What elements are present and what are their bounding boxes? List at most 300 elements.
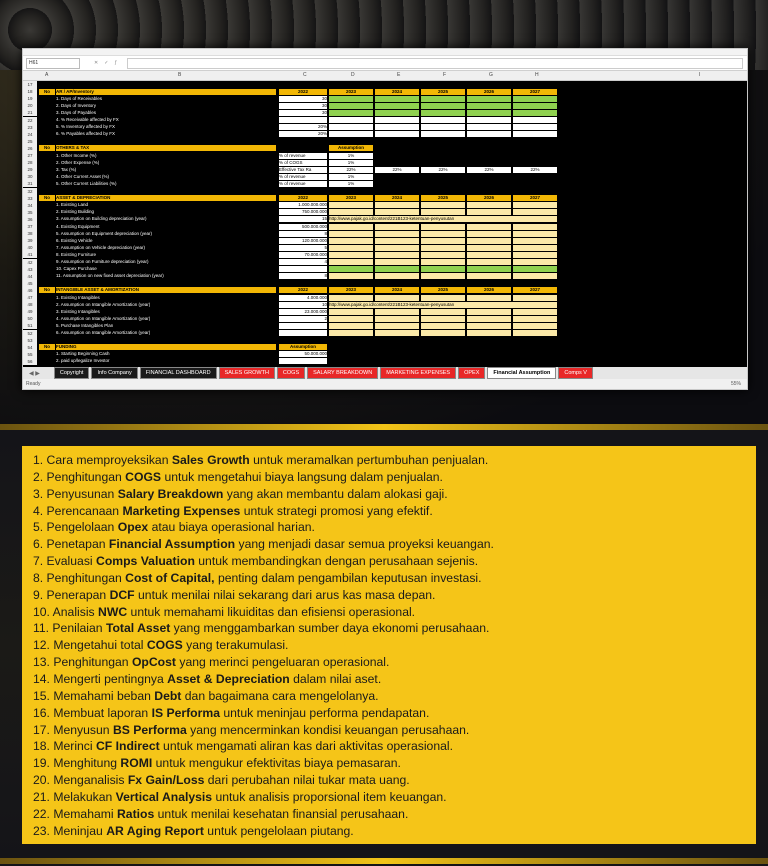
value-cell[interactable]: 1% bbox=[329, 181, 373, 187]
feature-item bbox=[22, 772, 756, 789]
section-no[interactable]: No bbox=[39, 195, 55, 201]
year-header[interactable]: 2025 bbox=[421, 195, 465, 201]
row-number[interactable]: 19 bbox=[23, 95, 37, 102]
input-cell[interactable] bbox=[467, 295, 511, 301]
input-cell[interactable] bbox=[375, 238, 419, 244]
row-label[interactable]: 2. Assumption on Intangible Amortization (year) bbox=[56, 301, 151, 307]
value-cell[interactable]: 50.000.000 bbox=[279, 351, 327, 357]
row-label[interactable]: 9. Assumption on Furniture depreciation (year) bbox=[56, 259, 149, 264]
input-cell[interactable] bbox=[329, 103, 373, 109]
input-cell[interactable] bbox=[329, 323, 373, 329]
assumption-header[interactable]: Assumption bbox=[329, 145, 373, 151]
section-title[interactable]: INTANGIBLE ASSET & AMORTIZATION bbox=[56, 287, 276, 293]
value-cell[interactable]: 20% bbox=[279, 131, 327, 137]
value-cell[interactable]: 4.000.000 bbox=[279, 295, 327, 301]
section-no[interactable]: No bbox=[39, 145, 55, 151]
value-cell[interactable]: 1% bbox=[329, 153, 373, 159]
input-cell[interactable] bbox=[513, 131, 557, 137]
features-list bbox=[22, 452, 756, 839]
row-label[interactable]: 1. Days of Receivables bbox=[56, 95, 103, 101]
input-cell[interactable] bbox=[421, 323, 465, 329]
input-cell[interactable] bbox=[329, 96, 373, 102]
feature-text: yang terakumulasi. bbox=[182, 638, 289, 653]
row-number[interactable]: 47 bbox=[23, 294, 37, 301]
year-header[interactable]: 2026 bbox=[467, 89, 511, 95]
row-number[interactable]: 52 bbox=[23, 330, 37, 337]
input-cell[interactable] bbox=[329, 224, 373, 230]
row-number[interactable]: 41 bbox=[23, 251, 37, 258]
input-cell[interactable]: http://www.pajak.go.id/content/221B123-ketentuan-penyusutan bbox=[329, 216, 519, 222]
row-number[interactable]: 20 bbox=[23, 102, 37, 109]
sheet-tab[interactable]: SALES GROWTH bbox=[219, 367, 275, 379]
row-label[interactable]: 4. Existing Equipment bbox=[56, 223, 100, 229]
zoom-level[interactable]: 55% bbox=[730, 381, 741, 387]
row-label[interactable]: 5. Other Current Liabilities (%) bbox=[56, 180, 117, 186]
input-cell[interactable] bbox=[467, 96, 511, 102]
row-label[interactable]: 4. % Receivable affected by FX bbox=[56, 117, 119, 122]
column-header[interactable]: D bbox=[351, 72, 355, 78]
feature-keyword: Comps Valuation bbox=[96, 554, 195, 569]
row-number[interactable]: 18 bbox=[23, 88, 37, 95]
input-cell[interactable] bbox=[375, 202, 419, 208]
tax-cell[interactable]: 22% bbox=[513, 167, 557, 173]
row-number[interactable]: 30 bbox=[23, 173, 37, 180]
input-cell[interactable] bbox=[467, 110, 511, 116]
feature-text: 8. Penghitungan bbox=[33, 570, 126, 585]
feature-item bbox=[22, 755, 756, 772]
row-label[interactable]: 3. Days of Payables bbox=[56, 109, 97, 115]
feature-text: yang mencerminkan kondisi keuangan perusahaan. bbox=[186, 722, 470, 737]
input-cell[interactable] bbox=[329, 295, 373, 301]
feature-text: 12. Mengetahui total bbox=[33, 638, 147, 653]
feature-text: untuk meninjau performa pendapatan. bbox=[219, 705, 430, 720]
row-number[interactable]: 45 bbox=[23, 280, 37, 287]
input-cell[interactable] bbox=[513, 316, 557, 322]
input-cell[interactable] bbox=[375, 252, 419, 258]
tab-nav-arrows[interactable]: ◀ ▶ bbox=[29, 370, 40, 377]
feature-keyword: COGS bbox=[125, 469, 162, 484]
row-number[interactable]: 40 bbox=[23, 244, 37, 251]
input-cell[interactable] bbox=[421, 209, 465, 215]
input-cell[interactable] bbox=[421, 316, 465, 322]
input-cell[interactable] bbox=[513, 266, 557, 272]
row-label[interactable]: 6. Assumption on Intangible Amortization (year) bbox=[56, 330, 151, 335]
input-cell[interactable] bbox=[513, 202, 557, 208]
tax-cell[interactable]: 22% bbox=[375, 167, 419, 173]
formula-input[interactable] bbox=[127, 58, 743, 69]
section-no[interactable]: No bbox=[39, 344, 55, 350]
row-label[interactable]: 5. Purchase Intangibles Plan bbox=[56, 322, 114, 328]
input-cell[interactable] bbox=[329, 259, 373, 265]
feature-item bbox=[22, 654, 756, 671]
input-cell[interactable] bbox=[513, 96, 557, 102]
value-cell[interactable]: 500.000.000 bbox=[279, 224, 327, 230]
input-cell[interactable] bbox=[329, 309, 373, 315]
year-header[interactable]: 2024 bbox=[375, 195, 419, 201]
input-cell[interactable] bbox=[375, 330, 419, 336]
year-header[interactable]: 2024 bbox=[375, 89, 419, 95]
row-label[interactable]: 3. Existing Intangibles bbox=[56, 308, 100, 314]
formula-icons[interactable]: ✕✓ƒ bbox=[94, 60, 124, 66]
year-header[interactable]: 2027 bbox=[513, 195, 557, 201]
row-number[interactable]: 24 bbox=[23, 131, 37, 138]
input-cell[interactable] bbox=[421, 259, 465, 265]
row-number[interactable]: 43 bbox=[23, 266, 37, 273]
year-header[interactable]: 2023 bbox=[329, 89, 373, 95]
input-cell[interactable] bbox=[421, 309, 465, 315]
input-cell[interactable] bbox=[467, 117, 511, 123]
value-cell[interactable]: 1.000.000.000 bbox=[279, 202, 327, 208]
basis-cell[interactable]: % of revenue bbox=[279, 174, 327, 180]
year-header[interactable]: 2022 bbox=[279, 195, 327, 201]
row-number[interactable]: 31 bbox=[23, 180, 37, 187]
feature-keyword: Debt bbox=[154, 688, 182, 703]
value-cell[interactable]: 1% bbox=[329, 160, 373, 166]
input-cell[interactable] bbox=[467, 209, 511, 215]
year-header[interactable]: 2024 bbox=[375, 287, 419, 293]
column-header[interactable]: G bbox=[489, 72, 493, 78]
row-number[interactable]: 53 bbox=[23, 337, 37, 344]
input-cell[interactable] bbox=[467, 323, 511, 329]
input-cell[interactable] bbox=[421, 252, 465, 258]
section-title[interactable]: ASSET & DEPRECIATION bbox=[56, 195, 276, 201]
section-title[interactable]: OTHERS & TAX bbox=[56, 145, 276, 151]
row-number[interactable]: 21 bbox=[23, 109, 37, 116]
input-cell[interactable] bbox=[513, 209, 557, 215]
feature-text: 1. Cara memproyeksikan bbox=[33, 453, 172, 467]
input-cell[interactable] bbox=[421, 202, 465, 208]
row-number[interactable]: 37 bbox=[23, 223, 37, 230]
input-cell[interactable] bbox=[421, 124, 465, 130]
row-number[interactable]: 55 bbox=[23, 351, 37, 358]
row-number[interactable]: 44 bbox=[23, 273, 37, 280]
input-cell[interactable]: http://www.pajak.go.id/content/221B123-ketentuan-penyusutan bbox=[329, 302, 519, 308]
input-cell[interactable] bbox=[421, 131, 465, 137]
row-label[interactable]: 2. paid up/legalize Investor bbox=[56, 358, 110, 364]
column-header[interactable]: H bbox=[535, 72, 539, 78]
value-cell[interactable]: 750.000.000 bbox=[279, 209, 327, 215]
name-box[interactable]: H61 bbox=[26, 58, 80, 69]
input-cell[interactable] bbox=[513, 117, 557, 123]
input-cell[interactable] bbox=[329, 316, 373, 322]
row-label[interactable]: 8. Existing Furniture bbox=[56, 251, 97, 257]
value-cell[interactable]: 4 bbox=[279, 259, 327, 265]
sheet-tab[interactable]: MARKETING EXPENSES bbox=[380, 367, 456, 379]
value-cell[interactable]: 5 bbox=[279, 245, 327, 251]
input-cell[interactable] bbox=[329, 273, 373, 279]
input-cell[interactable] bbox=[421, 96, 465, 102]
input-cell[interactable] bbox=[375, 124, 419, 130]
input-cell[interactable] bbox=[375, 266, 419, 272]
input-cell[interactable] bbox=[329, 266, 373, 272]
input-cell[interactable] bbox=[329, 330, 373, 336]
sheet-tab[interactable]: Comps V bbox=[558, 367, 593, 379]
sheet-tab[interactable]: SALARY BREAKDOWN bbox=[307, 367, 378, 379]
input-cell[interactable] bbox=[375, 273, 419, 279]
input-cell[interactable] bbox=[375, 110, 419, 116]
year-header[interactable]: 2026 bbox=[467, 287, 511, 293]
row-number[interactable]: 17 bbox=[23, 81, 37, 88]
sheet-tab[interactable]: Info Company bbox=[91, 367, 137, 379]
row-label[interactable]: 1. Existing Intangibles bbox=[56, 294, 100, 300]
row-label[interactable]: 4. Assumption on Intangible Amortization (year) bbox=[56, 315, 151, 321]
sheet-tab[interactable]: Copyright bbox=[54, 367, 90, 379]
input-cell[interactable] bbox=[375, 131, 419, 137]
value-cell[interactable]: 2 bbox=[279, 316, 327, 322]
value-cell[interactable] bbox=[279, 358, 327, 364]
value-cell[interactable]: 20% bbox=[279, 124, 327, 130]
row-number[interactable]: 56 bbox=[23, 358, 37, 365]
row-label[interactable]: 1. Existing Land bbox=[56, 202, 89, 208]
input-cell[interactable] bbox=[421, 103, 465, 109]
input-cell[interactable] bbox=[421, 117, 465, 123]
input-cell[interactable] bbox=[329, 209, 373, 215]
year-header[interactable]: 2027 bbox=[513, 89, 557, 95]
input-cell[interactable] bbox=[513, 216, 557, 222]
value-cell[interactable]: 22% bbox=[329, 167, 373, 173]
input-cell[interactable] bbox=[513, 110, 557, 116]
row-label[interactable]: 3. Tax (%) bbox=[56, 166, 77, 172]
value-cell[interactable]: 70.000.000 bbox=[279, 252, 327, 258]
row-number[interactable]: 48 bbox=[23, 301, 37, 308]
feature-text: dari perubahan nilai tukar mata uang. bbox=[204, 773, 410, 788]
input-cell[interactable] bbox=[467, 309, 511, 315]
value-cell[interactable]: 8 bbox=[279, 273, 327, 279]
input-cell[interactable] bbox=[329, 110, 373, 116]
input-cell[interactable] bbox=[467, 330, 511, 336]
value-cell[interactable]: 23.000.000 bbox=[279, 309, 327, 315]
input-cell[interactable] bbox=[467, 259, 511, 265]
row-number[interactable]: 26 bbox=[23, 145, 37, 152]
spreadsheet-grid[interactable] bbox=[23, 81, 747, 367]
sheet-tab[interactable]: COGS bbox=[277, 367, 305, 379]
input-cell[interactable] bbox=[421, 245, 465, 251]
year-header[interactable]: 2022 bbox=[279, 287, 327, 293]
row-label[interactable]: 6. % Payables affected by FX bbox=[56, 131, 115, 137]
input-cell[interactable] bbox=[513, 309, 557, 315]
column-header[interactable]: A bbox=[45, 72, 49, 78]
input-cell[interactable] bbox=[513, 302, 557, 308]
input-cell[interactable] bbox=[421, 295, 465, 301]
input-cell[interactable] bbox=[329, 238, 373, 244]
input-cell[interactable] bbox=[513, 259, 557, 265]
row-label[interactable]: 10. Capex Purchase bbox=[56, 266, 97, 272]
feature-item bbox=[22, 671, 756, 688]
section-title[interactable]: AR / AP/Inventory bbox=[56, 89, 276, 95]
row-number[interactable]: 46 bbox=[23, 287, 37, 294]
row-label[interactable]: 5. Assumption on Equipment depreciation (year) bbox=[56, 230, 153, 236]
value-cell[interactable]: 120.000.000 bbox=[279, 238, 327, 244]
input-cell[interactable] bbox=[467, 273, 511, 279]
column-header[interactable]: I bbox=[699, 72, 701, 78]
year-header[interactable]: 2026 bbox=[467, 195, 511, 201]
sheet-tab[interactable]: OPEX bbox=[458, 367, 485, 379]
value-cell[interactable]: 10 bbox=[279, 302, 327, 308]
row-label[interactable]: 4. Other Current Asset (%) bbox=[56, 173, 110, 179]
row-label[interactable]: 7. Assumption on Vehicle depreciation (year) bbox=[56, 244, 146, 250]
row-number[interactable]: 36 bbox=[23, 216, 37, 223]
sheet-tab[interactable]: Financial Assumption bbox=[487, 367, 556, 379]
input-cell[interactable] bbox=[421, 224, 465, 230]
column-header[interactable]: E bbox=[397, 72, 401, 78]
year-header[interactable]: 2025 bbox=[421, 287, 465, 293]
input-cell[interactable] bbox=[375, 209, 419, 215]
input-cell[interactable] bbox=[421, 273, 465, 279]
input-cell[interactable] bbox=[513, 295, 557, 301]
input-cell[interactable] bbox=[375, 245, 419, 251]
formula-bar bbox=[23, 56, 747, 71]
input-cell[interactable] bbox=[375, 316, 419, 322]
assumption-header[interactable]: Assumption bbox=[279, 344, 327, 350]
feature-text: 22. Memahami bbox=[33, 806, 117, 821]
input-cell[interactable] bbox=[421, 231, 465, 237]
input-cell[interactable] bbox=[467, 266, 511, 272]
ribbon bbox=[23, 49, 747, 56]
feature-text: 6. Penetapan bbox=[33, 537, 109, 552]
feature-keyword: Salary Breakdown bbox=[117, 486, 224, 501]
feature-keyword: Cost of Capital, bbox=[125, 570, 215, 585]
basis-cell[interactable]: Effective Tax Ra bbox=[279, 167, 327, 173]
input-cell[interactable] bbox=[513, 252, 557, 258]
input-cell[interactable] bbox=[329, 202, 373, 208]
input-cell[interactable] bbox=[375, 309, 419, 315]
basis-cell[interactable]: % of revenue bbox=[279, 153, 327, 159]
tax-cell[interactable]: 22% bbox=[421, 167, 465, 173]
row-label[interactable]: 1. Other Income (%) bbox=[56, 152, 97, 158]
row-number[interactable]: 49 bbox=[23, 308, 37, 315]
value-cell[interactable]: 30 bbox=[279, 110, 327, 116]
input-cell[interactable] bbox=[375, 323, 419, 329]
section-title[interactable]: FUNDING bbox=[56, 344, 276, 350]
row-number[interactable]: 51 bbox=[23, 322, 37, 329]
feature-text: untuk mengamati aliran kas dari aktivitas operasional. bbox=[159, 739, 453, 754]
input-cell[interactable] bbox=[375, 96, 419, 102]
input-cell[interactable] bbox=[467, 131, 511, 137]
row-label[interactable]: 2. Days of Inventory bbox=[56, 102, 97, 108]
input-cell[interactable] bbox=[513, 330, 557, 336]
row-number[interactable]: 29 bbox=[23, 166, 37, 173]
row-number[interactable]: 33 bbox=[23, 195, 37, 202]
input-cell[interactable] bbox=[375, 231, 419, 237]
column-header[interactable]: C bbox=[303, 72, 307, 78]
row-label[interactable]: 5. % Inventory affected by FX bbox=[56, 124, 115, 130]
row-label[interactable]: 2. Existing Building bbox=[56, 209, 95, 215]
input-cell[interactable] bbox=[513, 224, 557, 230]
input-cell[interactable] bbox=[513, 231, 557, 237]
row-number[interactable]: 39 bbox=[23, 237, 37, 244]
input-cell[interactable] bbox=[467, 316, 511, 322]
column-header[interactable]: F bbox=[443, 72, 447, 78]
input-cell[interactable] bbox=[467, 238, 511, 244]
input-cell[interactable] bbox=[513, 273, 557, 279]
input-cell[interactable] bbox=[467, 231, 511, 237]
feature-item bbox=[22, 738, 756, 755]
basis-cell[interactable]: % of revenue bbox=[279, 181, 327, 187]
input-cell[interactable] bbox=[329, 231, 373, 237]
input-cell[interactable] bbox=[421, 238, 465, 244]
input-cell[interactable] bbox=[329, 117, 373, 123]
input-cell[interactable] bbox=[467, 202, 511, 208]
row-number[interactable]: 28 bbox=[23, 159, 37, 166]
row-number[interactable]: 35 bbox=[23, 209, 37, 216]
input-cell[interactable] bbox=[421, 266, 465, 272]
row-number[interactable]: 25 bbox=[23, 138, 37, 145]
input-cell[interactable] bbox=[421, 330, 465, 336]
input-cell[interactable] bbox=[329, 245, 373, 251]
value-cell[interactable]: 30 bbox=[279, 103, 327, 109]
feature-keyword: Marketing Expenses bbox=[122, 503, 241, 518]
feature-item bbox=[22, 536, 756, 553]
basis-cell[interactable]: % of COGS bbox=[279, 160, 327, 166]
input-cell[interactable] bbox=[513, 124, 557, 130]
input-cell[interactable] bbox=[467, 252, 511, 258]
feature-item bbox=[22, 688, 756, 705]
input-cell[interactable] bbox=[421, 110, 465, 116]
input-cell[interactable] bbox=[467, 124, 511, 130]
value-cell[interactable]: 30 bbox=[279, 96, 327, 102]
row-number[interactable]: 32 bbox=[23, 188, 37, 195]
gold-divider bbox=[0, 424, 768, 430]
input-cell[interactable] bbox=[467, 245, 511, 251]
row-number[interactable]: 22 bbox=[23, 117, 37, 124]
input-cell[interactable] bbox=[329, 252, 373, 258]
input-cell[interactable] bbox=[375, 103, 419, 109]
row-number[interactable]: 50 bbox=[23, 315, 37, 322]
section-no[interactable]: No bbox=[39, 89, 55, 95]
row-label[interactable]: 3. Assumption on Building depreciation (year) bbox=[56, 216, 147, 222]
row-label[interactable]: 2. Other Expense (%) bbox=[56, 159, 100, 165]
input-cell[interactable] bbox=[513, 238, 557, 244]
value-cell[interactable] bbox=[279, 323, 327, 329]
value-cell[interactable]: 15 bbox=[279, 216, 327, 222]
row-label[interactable]: 1. Starting Beginning Cash bbox=[56, 351, 110, 357]
year-header[interactable]: 2023 bbox=[329, 287, 373, 293]
input-cell[interactable] bbox=[513, 103, 557, 109]
row-label[interactable]: 6. Existing Vehicle bbox=[56, 237, 93, 243]
row-number[interactable]: 27 bbox=[23, 152, 37, 159]
row-number[interactable]: 34 bbox=[23, 202, 37, 209]
input-cell[interactable] bbox=[375, 295, 419, 301]
row-number[interactable]: 54 bbox=[23, 344, 37, 351]
value-cell[interactable]: 1% bbox=[329, 174, 373, 180]
year-header[interactable]: 2023 bbox=[329, 195, 373, 201]
input-cell[interactable] bbox=[467, 224, 511, 230]
year-header[interactable]: 2025 bbox=[421, 89, 465, 95]
input-cell[interactable] bbox=[513, 323, 557, 329]
input-cell[interactable] bbox=[375, 224, 419, 230]
value-cell[interactable] bbox=[279, 266, 327, 272]
row-number[interactable]: 38 bbox=[23, 230, 37, 237]
row-number[interactable]: 42 bbox=[23, 259, 37, 266]
value-cell[interactable]: 8 bbox=[279, 231, 327, 237]
input-cell[interactable] bbox=[329, 124, 373, 130]
input-cell[interactable] bbox=[467, 103, 511, 109]
sheet-tab[interactable]: FINANCIAL DASHBOARD bbox=[140, 367, 217, 379]
row-label[interactable]: 11. Assumption on new fixed asset depreciation (year) bbox=[56, 273, 164, 279]
value-cell[interactable] bbox=[279, 330, 327, 336]
input-cell[interactable] bbox=[375, 259, 419, 265]
value-cell[interactable] bbox=[279, 117, 327, 123]
row-number[interactable]: 23 bbox=[23, 124, 37, 131]
input-cell[interactable] bbox=[513, 245, 557, 251]
column-header[interactable]: B bbox=[178, 72, 182, 78]
year-header[interactable]: 2022 bbox=[279, 89, 327, 95]
tax-cell[interactable]: 22% bbox=[467, 167, 511, 173]
input-cell[interactable] bbox=[329, 131, 373, 137]
input-cell[interactable] bbox=[375, 117, 419, 123]
year-header[interactable]: 2027 bbox=[513, 287, 557, 293]
section-no[interactable]: No bbox=[39, 287, 55, 293]
